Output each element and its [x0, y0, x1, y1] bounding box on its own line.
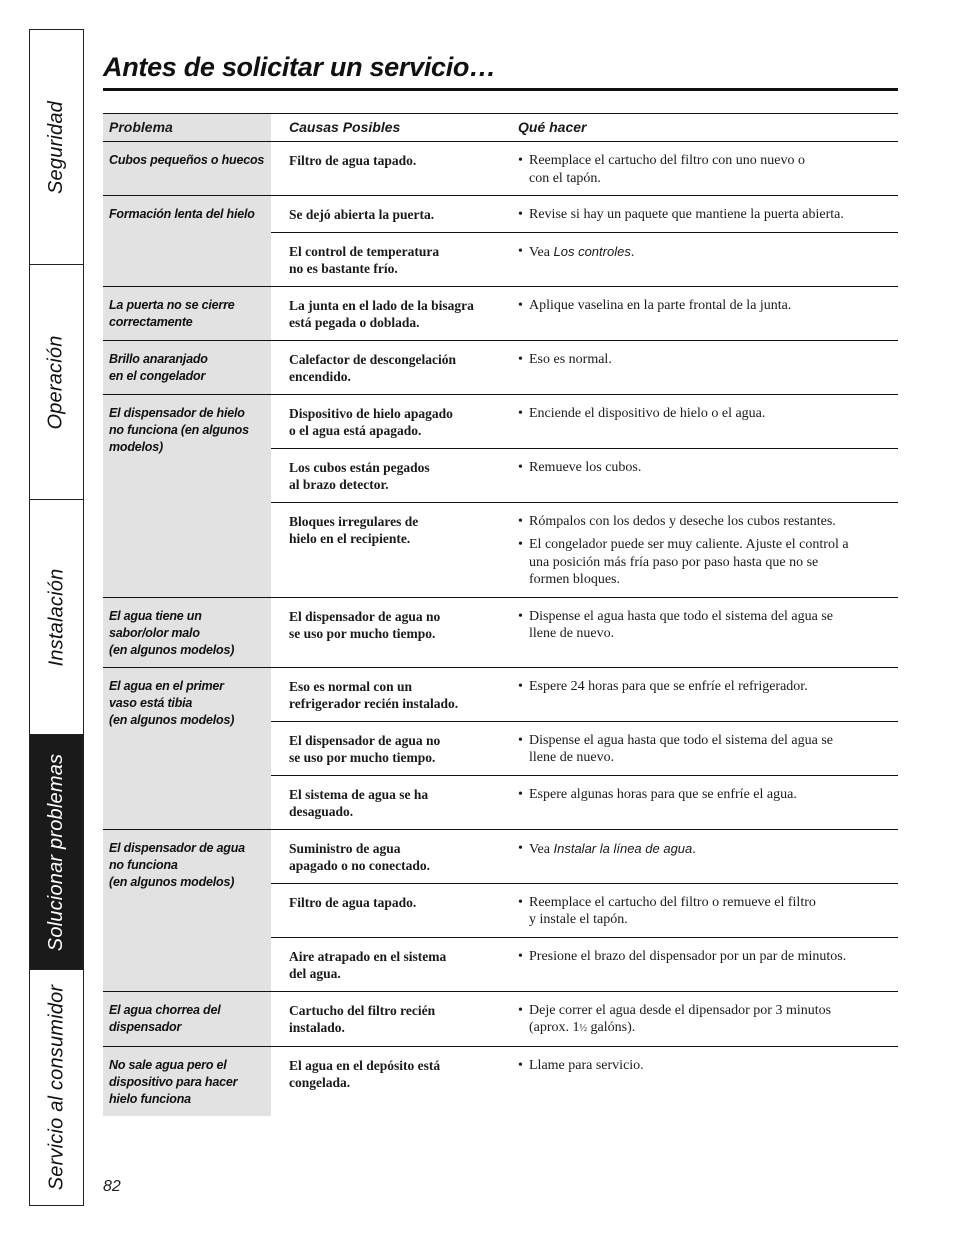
page-number: 82 — [103, 1178, 121, 1195]
text-line: Reemplace el cartucho del filtro con uno nuevo o — [529, 153, 806, 168]
text-line: El dispensador de agua no — [289, 608, 441, 624]
cause-row — [271, 232, 898, 286]
cause-row — [271, 598, 898, 651]
problem-cell — [103, 1047, 271, 1116]
text-line: no funciona — [109, 857, 178, 872]
action-bullet — [518, 1002, 898, 1038]
text-line: modelos) — [109, 439, 163, 454]
page-title: Antes de solicitar un servicio… — [103, 52, 496, 82]
action-prefix: Vea — [529, 244, 554, 260]
cause-cell — [289, 668, 518, 721]
action-bullet — [518, 894, 898, 929]
text-line: El agua en el depósito está — [289, 1057, 441, 1073]
action-reference: Instalar la línea de agua — [553, 840, 693, 856]
text-line: Enciende el dispositivo de hielo o el agua. — [529, 405, 766, 421]
cause-list — [271, 830, 898, 991]
text-line: El dispensador de hielo — [109, 405, 245, 420]
table-row — [103, 286, 898, 340]
text-line: no funciona (en algunos — [109, 422, 249, 437]
text-line: Deje correr el agua desde el dipensador por 3 minutos — [529, 1002, 832, 1018]
cause-row — [271, 395, 898, 448]
tab-operacion[interactable] — [30, 265, 83, 500]
text-line: (aprox. 1 — [529, 1020, 580, 1035]
cause-cell — [289, 938, 518, 991]
text-line: Espere 24 horas para que se enfríe el refrigerador. — [529, 678, 808, 694]
cause-row — [271, 668, 898, 721]
text-line: o el agua está apagado. — [289, 423, 422, 438]
text-line: No sale agua pero el — [109, 1057, 227, 1072]
text-line: no es bastante frío. — [289, 261, 398, 276]
action-cell — [518, 503, 898, 597]
action-cell — [518, 196, 898, 232]
text-line: vaso está tibia — [109, 695, 193, 710]
problem-cell — [103, 395, 271, 597]
action-cell — [518, 233, 898, 286]
text-line: Dispositivo de hielo apagado — [289, 405, 453, 421]
cause-cell — [289, 884, 518, 937]
text-line: en el congelador — [109, 368, 206, 383]
cause-row — [271, 937, 898, 991]
action-bullet — [518, 678, 898, 696]
cause-row — [271, 992, 898, 1046]
text-line: dispensador — [109, 1019, 182, 1034]
table-row — [103, 195, 898, 286]
action-cell — [518, 722, 898, 775]
cause-cell — [289, 776, 518, 829]
text-line: El control de temperatura — [289, 243, 440, 259]
action-bullet — [518, 351, 898, 369]
tab-servicio-al-consumidor[interactable] — [30, 970, 83, 1205]
tab-label: Instalación — [45, 568, 68, 666]
text-line: apagado o no conectado. — [289, 858, 431, 873]
action-bullet — [518, 948, 898, 966]
action-bullet — [518, 786, 898, 804]
table-row — [103, 394, 898, 597]
action-reference: Los controles — [553, 243, 631, 259]
action-suffix: . — [692, 841, 696, 857]
table-header — [103, 113, 898, 142]
action-bullet — [518, 536, 898, 589]
text-line: Bloques irregulares de — [289, 513, 419, 529]
text-line: instalado. — [289, 1020, 345, 1035]
text-line: Cubos pequeños o huecos — [109, 153, 265, 167]
text-line: desaguado. — [289, 804, 354, 819]
text-line: Eso es normal con un — [289, 678, 413, 694]
text-line: Formación lenta del hielo — [109, 207, 255, 221]
action-cell — [518, 395, 898, 448]
text-line: Suministro de agua — [289, 840, 401, 856]
title-divider — [103, 88, 898, 91]
action-bullet — [518, 513, 898, 531]
text-line: Filtro de agua tapado. — [289, 894, 417, 910]
cause-row — [271, 287, 898, 340]
text-line: Eso es normal. — [529, 351, 612, 367]
action-bullet — [518, 459, 898, 477]
text-line: Remueve los cubos. — [529, 459, 642, 475]
tab-label: Operación — [45, 334, 68, 430]
action-bullet — [518, 732, 898, 767]
action-bullet — [518, 297, 898, 315]
action-cell — [518, 142, 898, 195]
cause-row — [271, 721, 898, 775]
text-line: La junta en el lado de la bisagra — [289, 297, 474, 313]
table-row — [103, 829, 898, 991]
action-bullet — [518, 608, 898, 643]
text-line: del agua. — [289, 966, 341, 981]
text-line: El agua tiene un — [109, 608, 202, 623]
cause-list — [271, 142, 898, 195]
action-suffix: . — [630, 244, 635, 260]
cause-cell — [289, 830, 518, 883]
header-causes: Causas Posibles — [289, 119, 401, 135]
text-line: sabor/olor malo — [109, 625, 200, 640]
text-line: (en algunos modelos) — [109, 712, 235, 727]
action-suffix: galóns). — [587, 1020, 636, 1035]
text-line: Espere algunas horas para que se enfríe el agua. — [529, 786, 797, 802]
text-line: Aire atrapado en el sistema — [289, 948, 447, 964]
text-line: El congelador puede ser muy caliente. Ajuste el control a — [529, 537, 849, 552]
tab-solucionar-problemas[interactable] — [30, 735, 83, 970]
action-prefix: Vea — [529, 841, 554, 857]
text-line: El sistema de agua se ha — [289, 786, 429, 802]
action-cell — [518, 830, 898, 883]
text-line: se uso por mucho tiempo. — [289, 626, 436, 641]
table-row — [103, 667, 898, 829]
text-line: El agua en el primer — [109, 678, 224, 693]
cause-list — [271, 395, 898, 597]
problem-cell — [103, 196, 271, 286]
cause-cell — [289, 341, 518, 394]
text-line: hielo en el recipiente. — [289, 531, 411, 546]
text-line: correctamente — [109, 314, 193, 329]
action-bullet — [518, 243, 898, 262]
text-line: refrigerador recién instalado. — [289, 696, 459, 711]
problem-cell — [103, 830, 271, 991]
table-row — [103, 142, 898, 195]
text-line: Dispense el agua hasta que todo el sistema del agua se — [529, 732, 834, 748]
action-cell — [518, 598, 898, 651]
fraction: ½ — [579, 1023, 588, 1034]
table-row — [103, 1046, 898, 1116]
cause-row — [271, 341, 898, 394]
cause-cell — [289, 722, 518, 775]
cause-list — [271, 341, 898, 394]
text-line: (en algunos modelos) — [109, 874, 235, 889]
text-line: El dispensador de agua no — [289, 732, 441, 748]
cause-row — [271, 830, 898, 883]
text-line: dispositivo para hacer — [109, 1074, 238, 1089]
text-line: (en algunos modelos) — [109, 642, 235, 657]
table-body — [103, 142, 898, 1116]
action-bullet — [518, 206, 898, 224]
text-line: Rómpalos con los dedos y deseche los cubos restantes. — [529, 513, 836, 529]
action-cell — [518, 341, 898, 394]
text-line: llene de nuevo. — [529, 626, 615, 641]
cause-list — [271, 598, 898, 667]
text-line: Los cubos están pegados — [289, 459, 430, 475]
table-row — [103, 597, 898, 667]
cause-row — [271, 142, 898, 195]
action-cell — [518, 668, 898, 721]
problem-cell — [103, 287, 271, 340]
text-line: Se dejó abierta la puerta. — [289, 207, 435, 222]
cause-cell — [289, 1047, 518, 1100]
text-line: Dispense el agua hasta que todo el sistema del agua se — [529, 608, 834, 624]
text-line: Reemplace el cartucho del filtro o remueve el filtro — [529, 894, 816, 910]
text-line: Cartucho del filtro recién — [289, 1002, 436, 1018]
text-line: al brazo detector. — [289, 477, 389, 492]
cause-row — [271, 1047, 898, 1100]
tab-label: Servicio al consumidor — [45, 984, 67, 1191]
header-todo: Qué hacer — [518, 119, 587, 135]
action-bullet — [518, 840, 898, 859]
text-line: hielo funciona — [109, 1091, 191, 1106]
text-line: congelada. — [289, 1075, 351, 1090]
text-line: y instale el tapón. — [529, 912, 628, 927]
action-cell — [518, 1047, 898, 1100]
text-line: El dispensador de agua — [109, 840, 245, 855]
tab-instalacion[interactable] — [30, 500, 83, 735]
text-line: una posición más fría paso por paso hasta que no se — [529, 554, 819, 570]
problem-cell — [103, 992, 271, 1046]
cause-cell — [289, 233, 518, 286]
text-line: El agua chorrea del — [109, 1002, 221, 1017]
text-line: está pegada o doblada. — [289, 315, 420, 330]
text-line: Calefactor de descongelación — [289, 351, 456, 367]
text-line: La puerta no se cierre — [109, 297, 235, 312]
problem-cell — [103, 668, 271, 829]
text-line: Presione el brazo del dispensador por un par de minutos. — [529, 948, 847, 964]
cause-row — [271, 775, 898, 829]
action-cell — [518, 449, 898, 502]
cause-row — [271, 448, 898, 502]
cause-cell — [289, 992, 518, 1046]
section-tabs — [29, 29, 84, 1206]
action-bullet — [518, 152, 898, 187]
cause-list — [271, 1047, 898, 1116]
cause-list — [271, 196, 898, 286]
text-line: Filtro de agua tapado. — [289, 153, 417, 168]
table-row — [103, 991, 898, 1046]
cause-row — [271, 196, 898, 232]
text-line: Brillo anaranjado — [109, 351, 208, 366]
table-row — [103, 340, 898, 394]
action-cell — [518, 776, 898, 829]
troubleshooting-table — [103, 113, 898, 1116]
text-line: Revise si hay un paquete que mantiene la puerta abierta. — [529, 207, 844, 222]
cause-row — [271, 502, 898, 597]
problem-cell — [103, 142, 271, 195]
tab-label: Seguridad — [45, 100, 68, 194]
action-bullet — [518, 405, 898, 423]
action-cell — [518, 992, 898, 1046]
action-cell — [518, 938, 898, 991]
cause-cell — [289, 196, 518, 232]
problem-cell — [103, 598, 271, 667]
text-line: con el tapón. — [529, 170, 601, 186]
text-line: encendido. — [289, 369, 351, 384]
text-line: Aplique vaselina en la parte frontal de la junta. — [529, 297, 792, 313]
action-cell — [518, 287, 898, 340]
cause-cell — [289, 503, 518, 597]
text-line: se uso por mucho tiempo. — [289, 750, 436, 765]
cause-cell — [289, 395, 518, 448]
action-cell — [518, 884, 898, 937]
action-bullet — [518, 1057, 898, 1075]
header-problem: Problema — [103, 114, 271, 141]
text-line: formen bloques. — [529, 572, 620, 587]
text-line: Llame para servicio. — [529, 1057, 644, 1073]
problem-cell — [103, 341, 271, 394]
cause-list — [271, 287, 898, 340]
tab-label: Solucionar problemas — [45, 753, 67, 951]
cause-cell — [289, 598, 518, 651]
cause-cell — [289, 142, 518, 195]
cause-row — [271, 883, 898, 937]
cause-cell — [289, 287, 518, 340]
cause-cell — [289, 449, 518, 502]
cause-list — [271, 668, 898, 829]
tab-seguridad[interactable] — [30, 30, 83, 265]
text-line: llene de nuevo. — [529, 750, 615, 765]
cause-list — [271, 992, 898, 1046]
